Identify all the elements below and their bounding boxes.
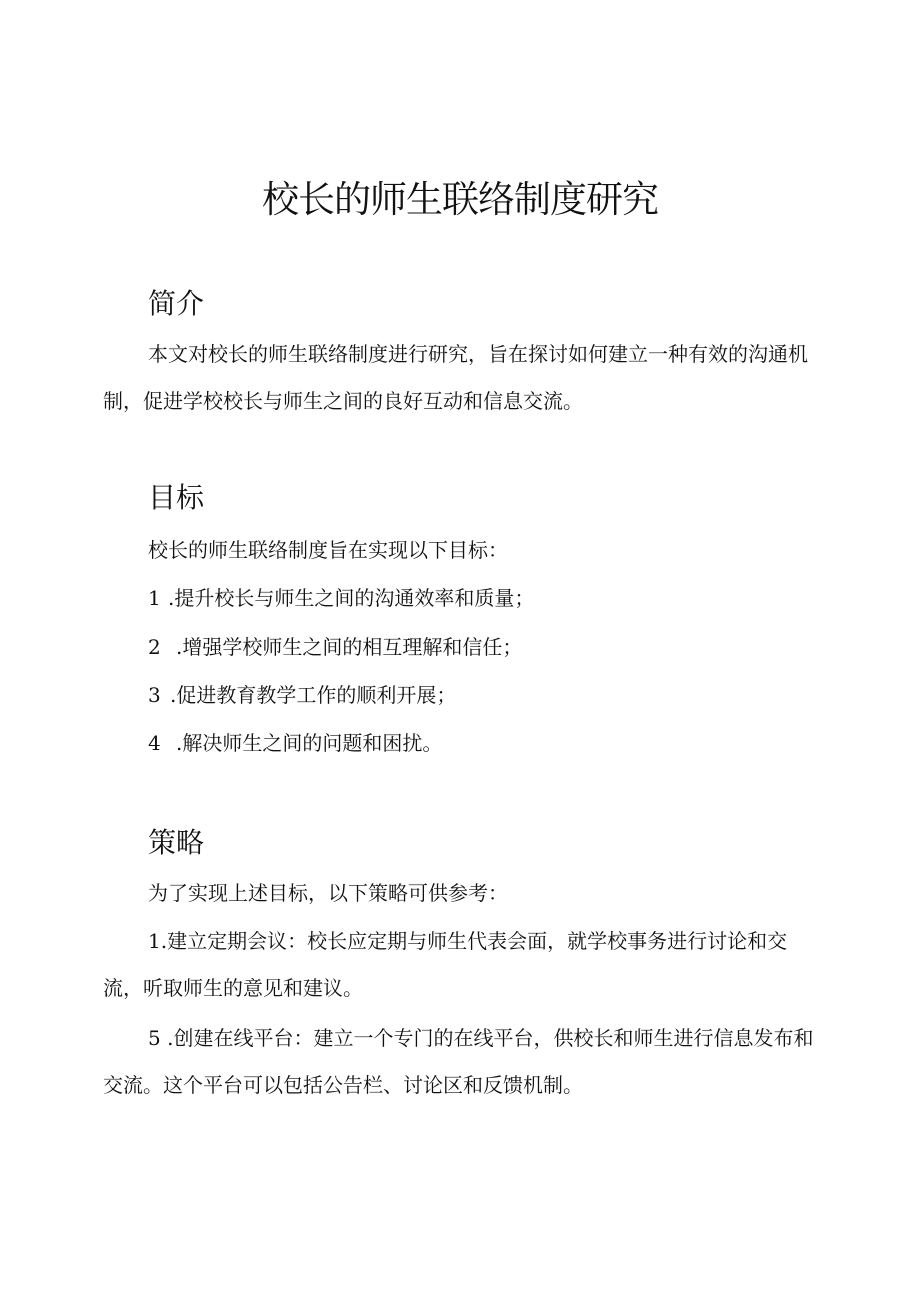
goal-item-text: .促进教育教学工作的顺利开展； [170,683,457,707]
goal-item-text: .提升校长与师生之间的沟通效率和质量； [168,586,535,610]
strategy-item: 5 .创建在线平台：建立一个专门的在线平台，供校长和师生进行信息发布和交流。这个平台可以包括公告栏、讨论区和反馈机制。 [103,1026,814,1097]
section-heading-intro: 简介 [148,287,205,320]
goal-item [148,632,522,662]
section-heading-goals: 目标 [148,481,205,514]
goal-item-number: 1 [148,586,161,610]
goal-item-text: .增强学校师生之间的相互理解和信任； [176,635,523,659]
goal-item-number: 4 [148,731,161,755]
document-title: 校长的师生联络制度研究 [262,178,658,221]
goal-item [148,583,534,613]
strategy-item: 1.建立定期会议：校长应定期与师生代表会面，就学校事务进行讨论和交流，听取师生的意见和建议。 [103,929,788,1000]
goal-item-number: 3 [148,683,161,707]
goal-item [148,728,442,758]
goal-item [148,680,456,710]
strategy-lead: 为了实现上述目标，以下策略可供参考： [148,881,508,905]
section-heading-strategy: 策略 [148,826,205,859]
intro-paragraph: 本文对校长的师生联络制度进行研究，旨在探讨如何建立一种有效的沟通机制，促进学校校长与师生之间的良好互动和信息交流。 [103,342,808,413]
goals-lead: 校长的师生联络制度旨在实现以下目标： [148,538,508,562]
goal-item-number: 2 [148,635,161,659]
goal-item-text: .解决师生之间的问题和困扰。 [176,731,443,755]
